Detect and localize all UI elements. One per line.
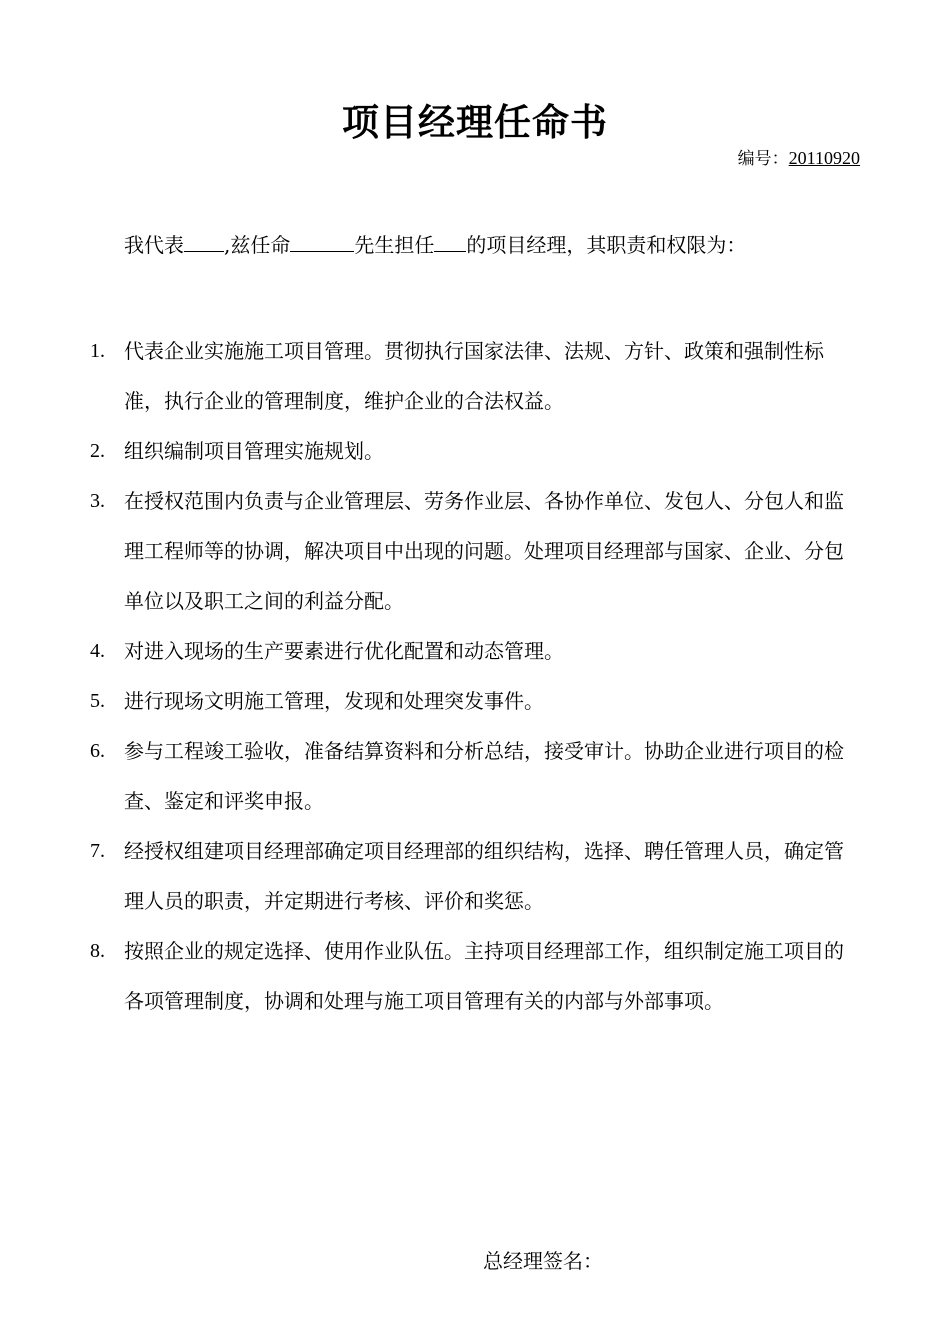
list-item-text: 经授权组建项目经理部确定项目经理部的组织结构，选择、聘任管理人员，确定管理人员的职责，并定期进行考核、评价和奖惩。 <box>124 839 844 913</box>
list-item-text: 组织编制项目管理实施规划。 <box>124 439 384 463</box>
intro-text-4: 的项目经理，其职责和权限为： <box>466 233 747 257</box>
document-number-value: 20110920 <box>788 148 860 168</box>
list-item <box>90 326 860 426</box>
responsibilities-list <box>90 326 860 1026</box>
list-item <box>90 726 860 826</box>
list-item <box>90 626 860 676</box>
list-item <box>90 426 860 476</box>
list-item-text: 代表企业实施施工项目管理。贯彻执行国家法律、法规、方针、政策和强制性标准，执行企业的管理制度，维护企业的合法权益。 <box>124 339 824 413</box>
list-item <box>90 476 860 626</box>
project-name-blank <box>434 231 466 252</box>
list-item-text: 对进入现场的生产要素进行优化配置和动态管理。 <box>124 639 564 663</box>
list-item-number: 5. <box>90 690 105 712</box>
list-item-number: 7. <box>90 840 105 862</box>
list-item-text: 按照企业的规定选择、使用作业队伍。主持项目经理部工作，组织制定施工项目的各项管理制度，协调和处理与施工项目管理有关的内部与外部事项。 <box>124 939 844 1013</box>
document-number <box>738 146 860 171</box>
list-item-text: 进行现场文明施工管理，发现和处理突发事件。 <box>124 689 544 713</box>
list-item <box>90 676 860 726</box>
company-blank <box>184 231 224 252</box>
list-item-number: 8. <box>90 940 105 962</box>
list-item-text: 参与工程竣工验收，准备结算资料和分析总结，接受审计。协助企业进行项目的检查、鉴定和评奖申报。 <box>124 739 844 813</box>
document-number-label: 编号： <box>737 149 789 169</box>
list-item <box>90 926 860 1026</box>
intro-text-1: 我代表 <box>124 233 184 257</box>
appointee-name-blank <box>290 231 354 252</box>
list-item-number: 6. <box>90 740 105 762</box>
intro-paragraph <box>124 230 746 260</box>
intro-text-3: 先生担任 <box>354 233 435 257</box>
list-item-number: 3. <box>90 490 105 512</box>
signature-label: 总经理签名： <box>483 1249 603 1273</box>
document-title: 项目经理任命书 <box>342 101 608 144</box>
list-item-number: 4. <box>90 640 105 662</box>
list-item-number: 1. <box>90 340 105 362</box>
list-item <box>90 826 860 926</box>
list-item-text: 在授权范围内负责与企业管理层、劳务作业层、各协作单位、发包人、分包人和监理工程师等的协调，解决项目中出现的问题。处理项目经理部与国家、企业、分包单位以及职工之间的利益分配。 <box>124 489 844 613</box>
list-item-number: 2. <box>90 440 105 462</box>
intro-text-2: ,兹任命 <box>224 233 291 257</box>
